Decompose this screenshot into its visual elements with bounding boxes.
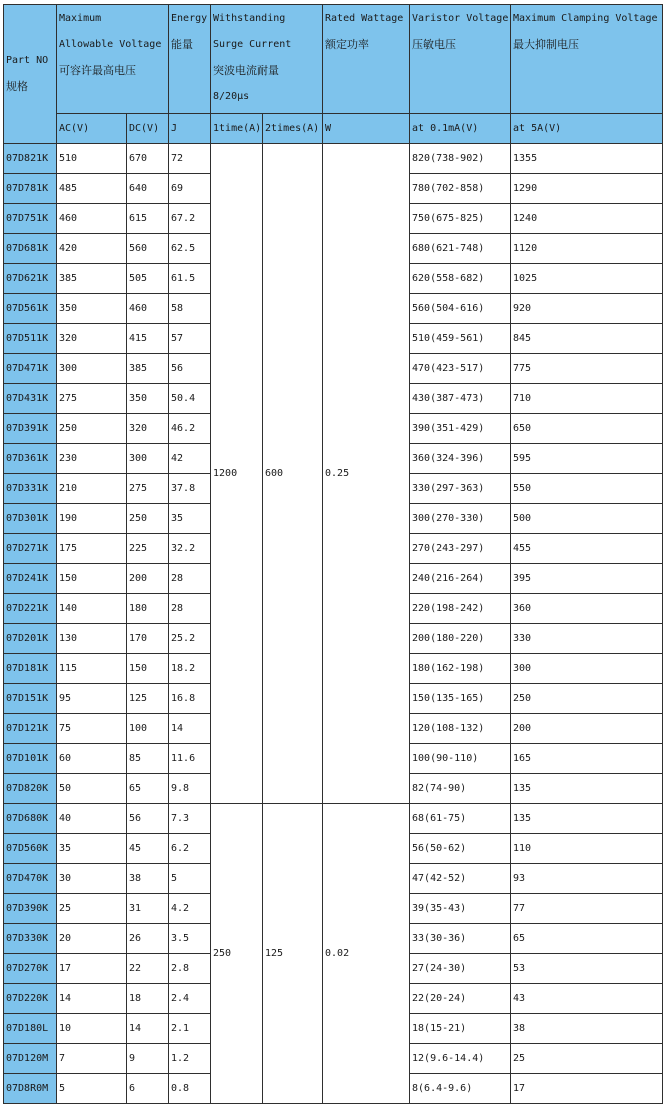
cell-energy: 16.8 [169, 684, 211, 714]
cell-clamping-voltage: 395 [511, 564, 663, 594]
cell-ac-voltage: 40 [57, 804, 127, 834]
subheader-clamp-cond: at 5A(V) [511, 114, 663, 144]
varistor-spec-table [3, 4, 663, 1104]
cell-clamping-voltage: 300 [511, 654, 663, 684]
cell-ac-voltage: 130 [57, 624, 127, 654]
cell-energy: 58 [169, 294, 211, 324]
cell-part-no: 07D151K [4, 684, 57, 714]
cell-energy: 46.2 [169, 414, 211, 444]
cell-energy: 42 [169, 444, 211, 474]
cell-clamping-voltage: 1025 [511, 264, 663, 294]
cell-ac-voltage: 350 [57, 294, 127, 324]
cell-clamping-voltage: 43 [511, 984, 663, 1014]
subheader-ac: AC(V) [57, 114, 127, 144]
header-surge-current: Withstanding Surge Current 突波电流耐量 8/20μs [211, 5, 323, 114]
cell-part-no: 07D331K [4, 474, 57, 504]
cell-varistor-voltage: 270(243-297) [410, 534, 511, 564]
cell-energy: 62.5 [169, 234, 211, 264]
cell-dc-voltage: 45 [127, 834, 169, 864]
cell-varistor-voltage: 22(20-24) [410, 984, 511, 1014]
cell-dc-voltage: 415 [127, 324, 169, 354]
cell-ac-voltage: 385 [57, 264, 127, 294]
cell-varistor-voltage: 200(180-220) [410, 624, 511, 654]
cell-dc-voltage: 350 [127, 384, 169, 414]
cell-varistor-voltage: 33(30-36) [410, 924, 511, 954]
subheader-varistor-cond: at 0.1mA(V) [410, 114, 511, 144]
cell-energy: 5 [169, 864, 211, 894]
cell-energy: 25.2 [169, 624, 211, 654]
cell-clamping-voltage: 65 [511, 924, 663, 954]
cell-dc-voltage: 670 [127, 144, 169, 174]
cell-dc-voltage: 31 [127, 894, 169, 924]
cell-varistor-voltage: 47(42-52) [410, 864, 511, 894]
cell-ac-voltage: 420 [57, 234, 127, 264]
cell-part-no: 07D271K [4, 534, 57, 564]
cell-clamping-voltage: 595 [511, 444, 663, 474]
cell-ac-voltage: 140 [57, 594, 127, 624]
cell-dc-voltage: 56 [127, 804, 169, 834]
cell-dc-voltage: 6 [127, 1074, 169, 1104]
subheader-dc: DC(V) [127, 114, 169, 144]
cell-ac-voltage: 30 [57, 864, 127, 894]
cell-surge-2times: 600 [263, 144, 323, 804]
cell-energy: 72 [169, 144, 211, 174]
cell-energy: 35 [169, 504, 211, 534]
cell-ac-voltage: 115 [57, 654, 127, 684]
cell-part-no: 07D390K [4, 894, 57, 924]
cell-clamping-voltage: 1290 [511, 174, 663, 204]
cell-ac-voltage: 17 [57, 954, 127, 984]
cell-energy: 1.2 [169, 1044, 211, 1074]
cell-varistor-voltage: 8(6.4-9.6) [410, 1074, 511, 1104]
cell-ac-voltage: 10 [57, 1014, 127, 1044]
cell-clamping-voltage: 845 [511, 324, 663, 354]
cell-varistor-voltage: 300(270-330) [410, 504, 511, 534]
cell-clamping-voltage: 1240 [511, 204, 663, 234]
cell-varistor-voltage: 56(50-62) [410, 834, 511, 864]
cell-varistor-voltage: 27(24-30) [410, 954, 511, 984]
cell-ac-voltage: 150 [57, 564, 127, 594]
cell-ac-voltage: 190 [57, 504, 127, 534]
header-row [4, 5, 663, 114]
cell-part-no: 07D621K [4, 264, 57, 294]
cell-clamping-voltage: 135 [511, 774, 663, 804]
cell-part-no: 07D301K [4, 504, 57, 534]
cell-energy: 28 [169, 594, 211, 624]
cell-ac-voltage: 7 [57, 1044, 127, 1074]
cell-surge-1time: 1200 [211, 144, 263, 804]
cell-energy: 28 [169, 564, 211, 594]
cell-ac-voltage: 50 [57, 774, 127, 804]
cell-clamping-voltage: 25 [511, 1044, 663, 1074]
cell-varistor-voltage: 680(621-748) [410, 234, 511, 264]
header-varistor-voltage: Varistor Voltage 压敏电压 [410, 5, 511, 114]
cell-energy: 2.1 [169, 1014, 211, 1044]
cell-clamping-voltage: 360 [511, 594, 663, 624]
cell-part-no: 07D560K [4, 834, 57, 864]
cell-energy: 4.2 [169, 894, 211, 924]
cell-energy: 6.2 [169, 834, 211, 864]
cell-ac-voltage: 60 [57, 744, 127, 774]
cell-ac-voltage: 230 [57, 444, 127, 474]
cell-energy: 18.2 [169, 654, 211, 684]
subheader-row [4, 114, 663, 144]
cell-rated-wattage: 0.02 [323, 804, 410, 1104]
cell-varistor-voltage: 18(15-21) [410, 1014, 511, 1044]
cell-varistor-voltage: 510(459-561) [410, 324, 511, 354]
cell-surge-1time: 250 [211, 804, 263, 1104]
cell-clamping-voltage: 550 [511, 474, 663, 504]
subheader-one-time: 1time(A) [211, 114, 263, 144]
cell-varistor-voltage: 560(504-616) [410, 294, 511, 324]
cell-energy: 11.6 [169, 744, 211, 774]
cell-varistor-voltage: 150(135-165) [410, 684, 511, 714]
cell-energy: 2.8 [169, 954, 211, 984]
cell-clamping-voltage: 710 [511, 384, 663, 414]
cell-varistor-voltage: 330(297-363) [410, 474, 511, 504]
cell-part-no: 07D120M [4, 1044, 57, 1074]
cell-ac-voltage: 95 [57, 684, 127, 714]
cell-dc-voltage: 14 [127, 1014, 169, 1044]
table-row [4, 144, 663, 174]
cell-clamping-voltage: 455 [511, 534, 663, 564]
cell-energy: 50.4 [169, 384, 211, 414]
cell-part-no: 07D821K [4, 144, 57, 174]
cell-part-no: 07D391K [4, 414, 57, 444]
cell-dc-voltage: 9 [127, 1044, 169, 1074]
cell-clamping-voltage: 250 [511, 684, 663, 714]
cell-part-no: 07D471K [4, 354, 57, 384]
cell-ac-voltage: 5 [57, 1074, 127, 1104]
cell-rated-wattage: 0.25 [323, 144, 410, 804]
cell-dc-voltage: 250 [127, 504, 169, 534]
cell-part-no: 07D201K [4, 624, 57, 654]
cell-part-no: 07D330K [4, 924, 57, 954]
cell-ac-voltage: 300 [57, 354, 127, 384]
cell-dc-voltage: 180 [127, 594, 169, 624]
cell-clamping-voltage: 650 [511, 414, 663, 444]
cell-varistor-voltage: 470(423-517) [410, 354, 511, 384]
cell-part-no: 07D121K [4, 714, 57, 744]
cell-clamping-voltage: 775 [511, 354, 663, 384]
cell-energy: 0.8 [169, 1074, 211, 1104]
cell-varistor-voltage: 39(35-43) [410, 894, 511, 924]
cell-varistor-voltage: 780(702-858) [410, 174, 511, 204]
cell-dc-voltage: 150 [127, 654, 169, 684]
cell-part-no: 07D221K [4, 594, 57, 624]
header-rated-wattage: Rated Wattage 额定功率 [323, 5, 410, 114]
cell-varistor-voltage: 430(387-473) [410, 384, 511, 414]
cell-dc-voltage: 170 [127, 624, 169, 654]
cell-dc-voltage: 200 [127, 564, 169, 594]
spec-table-container [3, 4, 663, 1104]
cell-part-no: 07D680K [4, 804, 57, 834]
cell-varistor-voltage: 360(324-396) [410, 444, 511, 474]
cell-surge-2times: 125 [263, 804, 323, 1104]
cell-clamping-voltage: 1355 [511, 144, 663, 174]
cell-ac-voltage: 75 [57, 714, 127, 744]
cell-dc-voltage: 18 [127, 984, 169, 1014]
cell-clamping-voltage: 165 [511, 744, 663, 774]
cell-part-no: 07D561K [4, 294, 57, 324]
cell-part-no: 07D681K [4, 234, 57, 264]
cell-energy: 2.4 [169, 984, 211, 1014]
cell-ac-voltage: 485 [57, 174, 127, 204]
cell-clamping-voltage: 500 [511, 504, 663, 534]
subheader-two-times: 2times(A) [263, 114, 323, 144]
cell-ac-voltage: 275 [57, 384, 127, 414]
cell-varistor-voltage: 620(558-682) [410, 264, 511, 294]
cell-varistor-voltage: 12(9.6-14.4) [410, 1044, 511, 1074]
cell-ac-voltage: 20 [57, 924, 127, 954]
cell-dc-voltage: 100 [127, 714, 169, 744]
header-clamping-voltage: Maximum Clamping Voltage 最大抑制电压 [511, 5, 663, 114]
cell-energy: 67.2 [169, 204, 211, 234]
table-body [4, 144, 663, 1104]
header-part-no: Part NO 规格 [4, 5, 57, 144]
cell-clamping-voltage: 135 [511, 804, 663, 834]
cell-varistor-voltage: 180(162-198) [410, 654, 511, 684]
cell-dc-voltage: 275 [127, 474, 169, 504]
cell-clamping-voltage: 200 [511, 714, 663, 744]
cell-dc-voltage: 38 [127, 864, 169, 894]
cell-varistor-voltage: 100(90-110) [410, 744, 511, 774]
cell-ac-voltage: 25 [57, 894, 127, 924]
cell-energy: 57 [169, 324, 211, 354]
cell-part-no: 07D820K [4, 774, 57, 804]
cell-ac-voltage: 14 [57, 984, 127, 1014]
cell-energy: 7.3 [169, 804, 211, 834]
cell-part-no: 07D431K [4, 384, 57, 414]
cell-dc-voltage: 385 [127, 354, 169, 384]
cell-clamping-voltage: 93 [511, 864, 663, 894]
cell-energy: 56 [169, 354, 211, 384]
cell-part-no: 07D181K [4, 654, 57, 684]
cell-varistor-voltage: 120(108-132) [410, 714, 511, 744]
cell-dc-voltage: 300 [127, 444, 169, 474]
table-row [4, 804, 663, 834]
cell-ac-voltage: 250 [57, 414, 127, 444]
cell-ac-voltage: 175 [57, 534, 127, 564]
cell-clamping-voltage: 1120 [511, 234, 663, 264]
cell-ac-voltage: 510 [57, 144, 127, 174]
cell-varistor-voltage: 750(675-825) [410, 204, 511, 234]
cell-varistor-voltage: 240(216-264) [410, 564, 511, 594]
cell-part-no: 07D241K [4, 564, 57, 594]
cell-dc-voltage: 640 [127, 174, 169, 204]
cell-dc-voltage: 560 [127, 234, 169, 264]
header-energy: Energy 能量 [169, 5, 211, 114]
cell-dc-voltage: 65 [127, 774, 169, 804]
cell-dc-voltage: 320 [127, 414, 169, 444]
cell-part-no: 07D781K [4, 174, 57, 204]
cell-dc-voltage: 85 [127, 744, 169, 774]
cell-part-no: 07D751K [4, 204, 57, 234]
cell-clamping-voltage: 920 [511, 294, 663, 324]
cell-clamping-voltage: 330 [511, 624, 663, 654]
cell-part-no: 07D361K [4, 444, 57, 474]
cell-energy: 37.8 [169, 474, 211, 504]
cell-part-no: 07D511K [4, 324, 57, 354]
cell-varistor-voltage: 68(61-75) [410, 804, 511, 834]
cell-energy: 69 [169, 174, 211, 204]
cell-ac-voltage: 210 [57, 474, 127, 504]
cell-clamping-voltage: 110 [511, 834, 663, 864]
cell-energy: 3.5 [169, 924, 211, 954]
cell-dc-voltage: 26 [127, 924, 169, 954]
subheader-energy-unit: J [169, 114, 211, 144]
cell-part-no: 07D470K [4, 864, 57, 894]
cell-part-no: 07D270K [4, 954, 57, 984]
cell-energy: 14 [169, 714, 211, 744]
cell-varistor-voltage: 220(198-242) [410, 594, 511, 624]
cell-ac-voltage: 460 [57, 204, 127, 234]
cell-dc-voltage: 505 [127, 264, 169, 294]
cell-varistor-voltage: 82(74-90) [410, 774, 511, 804]
cell-dc-voltage: 225 [127, 534, 169, 564]
cell-part-no: 07D8R0M [4, 1074, 57, 1104]
cell-part-no: 07D180L [4, 1014, 57, 1044]
cell-clamping-voltage: 38 [511, 1014, 663, 1044]
cell-clamping-voltage: 77 [511, 894, 663, 924]
cell-clamping-voltage: 53 [511, 954, 663, 984]
cell-ac-voltage: 320 [57, 324, 127, 354]
header-max-voltage: Maximum Allowable Voltage 可容许最高电压 [57, 5, 169, 114]
cell-part-no: 07D101K [4, 744, 57, 774]
cell-dc-voltage: 460 [127, 294, 169, 324]
cell-varistor-voltage: 390(351-429) [410, 414, 511, 444]
subheader-watt-unit: W [323, 114, 410, 144]
cell-dc-voltage: 615 [127, 204, 169, 234]
cell-varistor-voltage: 820(738-902) [410, 144, 511, 174]
cell-energy: 9.8 [169, 774, 211, 804]
cell-ac-voltage: 35 [57, 834, 127, 864]
cell-energy: 61.5 [169, 264, 211, 294]
cell-dc-voltage: 22 [127, 954, 169, 984]
cell-clamping-voltage: 17 [511, 1074, 663, 1104]
cell-energy: 32.2 [169, 534, 211, 564]
cell-part-no: 07D220K [4, 984, 57, 1014]
cell-dc-voltage: 125 [127, 684, 169, 714]
